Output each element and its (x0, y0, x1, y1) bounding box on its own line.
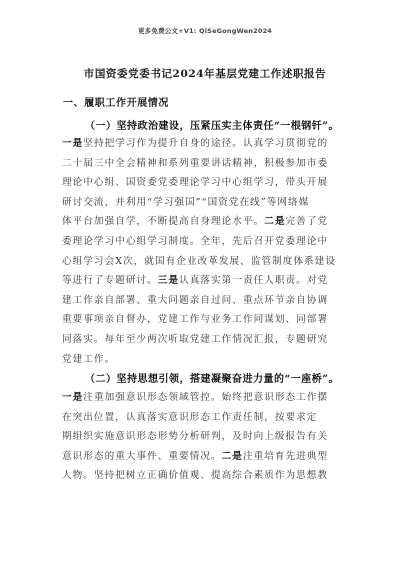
body-text: 同落实。每年至少两次听取党建工作情况汇报，专题研究 (62, 333, 329, 345)
body-text: 重要事项亲自督办，党建工作与业务工作同谋划、同部署 (62, 314, 329, 326)
emphasis-text: 三是 (157, 275, 180, 287)
text-line (62, 310, 352, 330)
subsection-heading-1: （一）坚持政治建设，压紧压实主体责任“一根钢钎”。 (85, 121, 340, 132)
body-text: 等进行了专题研讨。 (62, 275, 158, 287)
text-line (62, 466, 352, 486)
section-heading: 一、履职工作开展情况 (63, 98, 169, 109)
paragraph-1 (62, 134, 352, 369)
emphasis-text: 一是 (62, 138, 84, 149)
body-text: 坚持把学习作为提升自身的途径。认真学习贯彻党的 (83, 138, 329, 149)
body-text: 心组学习会X次，就国有企业改革发展、监管制度体系建设 (62, 255, 336, 267)
body-text: 完善了党 (285, 216, 329, 228)
text-line (62, 350, 352, 370)
text-line (62, 330, 352, 350)
header-note: 更多免费公文+V1: QiSeGongWen2024 (137, 27, 273, 35)
body-text: 认真落实第一责任人职责。对党 (179, 275, 329, 287)
body-text: 注重培育先进典型 (242, 450, 329, 462)
text-line (62, 212, 352, 232)
text-line (62, 173, 352, 193)
body-text: 研讨交流，并利用“学习强国”“国资党在线”等网络媒 (62, 196, 310, 208)
text-line (62, 232, 352, 252)
emphasis-text: 二是 (221, 450, 243, 462)
body-text: 二十届三中全会精神和系列重要讲话精神，积极参加市委 (62, 157, 329, 169)
text-line (62, 447, 352, 467)
body-text: 在突出位置，认真落实意识形态工作责任制，按要求定 (62, 411, 318, 423)
body-text: 期组织实施意识形态形势分析研判，及时向上级报告有关 (62, 431, 329, 443)
text-line (62, 252, 352, 272)
text-line (62, 388, 352, 408)
body-text: 人物。坚持把树立正确价值观、提高综合素质作为思想教 (62, 470, 329, 482)
subsection-heading-2: （二）坚持思想引领，搭建凝聚奋进力量的“一座桥”。 (85, 374, 340, 385)
body-text: 理论中心组、国资委党委理论学习中心组学习，带头开展 (62, 177, 329, 189)
text-line (62, 154, 352, 174)
text-line (62, 408, 352, 428)
body-text: 意识形态的重大事件、重要情况。 (62, 450, 222, 462)
body-text: 体平台加强自学，不断提高自身理论水平。 (62, 216, 265, 228)
text-line (62, 291, 352, 311)
text-line (62, 193, 352, 213)
paragraph-2 (62, 388, 352, 486)
text-line (62, 134, 352, 154)
text-line (62, 271, 352, 291)
emphasis-text: 一是 (62, 392, 84, 403)
body-text: 注重加强意识形态领域管控。始终把意识形态工作摆 (83, 392, 329, 403)
text-line (62, 427, 352, 447)
body-text: 建工作亲自部署、重大问题亲自过问、重点环节亲自协调 (62, 294, 329, 306)
body-text: 党建工作。 (62, 353, 116, 365)
document-title: 市国资委党委书记2024年基层党建工作述职报告 (83, 68, 327, 80)
body-text: 委理论学习中心组学习制度。全年，先后召开党委理论中 (62, 235, 329, 247)
emphasis-text: 二是 (264, 216, 286, 228)
